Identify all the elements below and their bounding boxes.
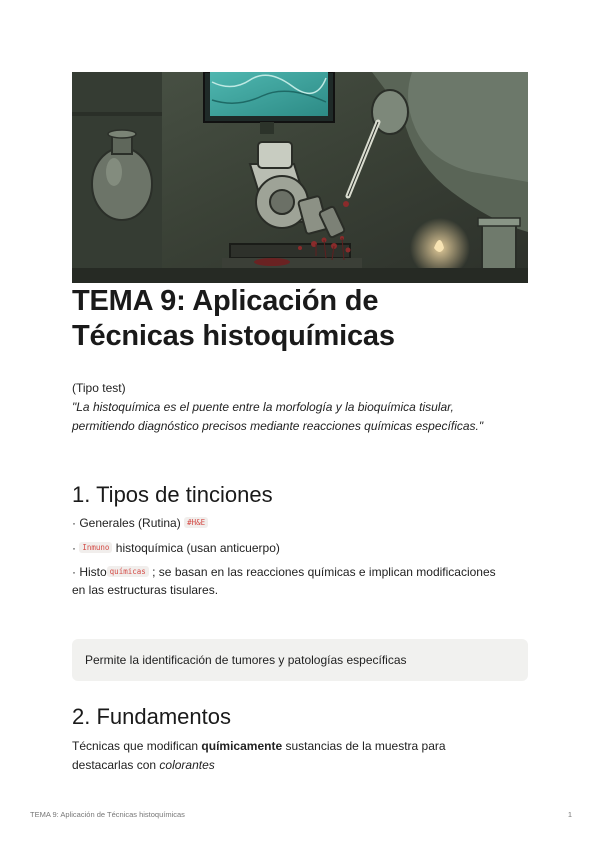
page-number: 1	[567, 810, 572, 819]
fundamentos-paragraph	[72, 737, 528, 775]
tag-quimicas: químicas	[107, 566, 149, 577]
fund-text-b: sustancias de la muestra para	[285, 739, 446, 753]
tipo-label: (Tipo test)	[72, 381, 126, 395]
fund-bold: químicamente	[201, 739, 283, 753]
cover-image	[72, 72, 528, 283]
item-1-text: · Generales (Rutina)	[72, 516, 181, 530]
list-item-inmuno	[72, 539, 528, 557]
fund-text-c: destacarlas con	[72, 758, 157, 772]
quote-line-1: "La histoquímica es el puente entre la morfología y la bioquímica tisular,	[72, 400, 454, 414]
item-2-bullet: ·	[72, 541, 76, 555]
callout-box	[72, 639, 528, 681]
list-item-generales	[72, 514, 528, 532]
section-1-heading: 1. Tipos de tinciones	[72, 482, 273, 507]
item-2-text: histoquímica (usan anticuerpo)	[115, 541, 280, 555]
footer-title: TEMA 9: Aplicación de Técnicas histoquímicas	[30, 810, 185, 819]
item-3-text-1: ; se basan en las reacciones químicas e implican modificaciones	[152, 565, 496, 579]
fund-text-a: Técnicas que modifican	[72, 739, 199, 753]
list-item-histoquimicas	[72, 563, 528, 599]
tag-inmuno: Inmuno	[79, 542, 112, 553]
section-2-heading: 2. Fundamentos	[72, 704, 231, 729]
document-title	[72, 284, 528, 354]
title-line-2: Técnicas histoquímicas	[72, 320, 395, 352]
title-line-1: TEMA 9: Aplicación de	[72, 285, 379, 317]
quote-line-2: permitiendo diagnóstico precisos mediante reacciones químicas específicas."	[72, 419, 484, 433]
tag-he: #H&E	[184, 517, 208, 528]
fund-italic: colorantes	[159, 758, 215, 772]
callout-text: Permite la identificación de tumores y patologías específicas	[85, 653, 407, 667]
item-3-text-2: en las estructuras tisulares.	[72, 583, 219, 597]
intro-quote	[72, 398, 528, 436]
item-3-prefix: · Histo	[72, 565, 107, 579]
